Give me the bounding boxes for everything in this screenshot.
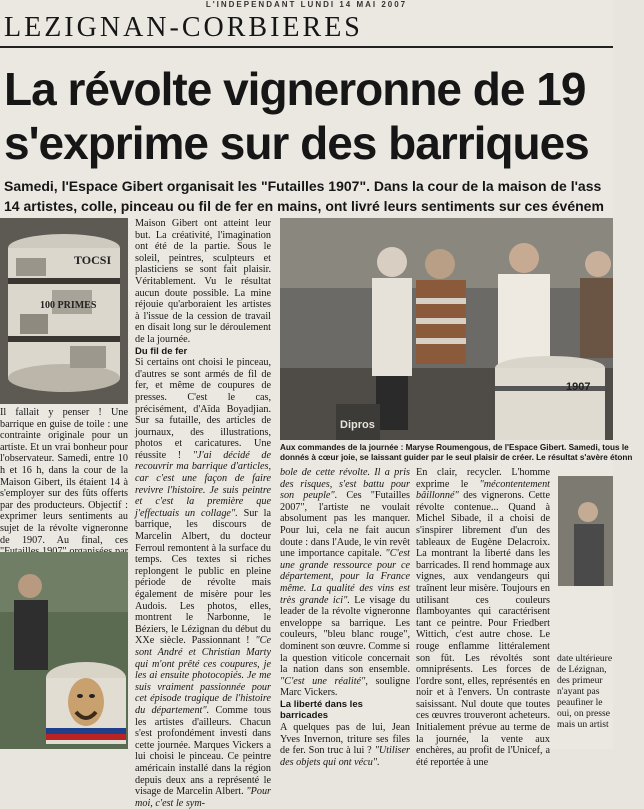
- right-small-photo: [558, 476, 613, 586]
- column-2: [135, 218, 271, 809]
- subhead-fil-de-fer: Du fil de fer: [135, 345, 188, 357]
- box-label: Dipros: [340, 419, 375, 431]
- main-group-photo: [280, 218, 613, 440]
- column-1-text: Il fallait y penser ! Une barrique en guise de toile : une contrainte originale pour un artiste. Et un vrai bonheur pour l'observateur. Samedi, entre 10 h et 16 h, dans la cour de la Maison Gibert, ils étaient 14 à s'employer sur des fûts offerts par des producteurs. Objectif : exprimer leurs sentiments au sujet de la révolte vigneronne de 1907. Au final, ces: [0, 407, 128, 546]
- deck-line-1: Samedi, l'Espace Gibert organisait les "Futailles 1907". Dans la cour de la maison de l'ass: [4, 178, 602, 194]
- masthead: L'INDEPENDANT LUNDI 14 MAI 2007: [205, 0, 408, 9]
- column-2-intro: Maison Gibert ont atteint leur but. La créativité, l'imagination ont été de la partie. Sous le soleil, peintres, sculpteurs et plasticiens se sont fait plaisir. Véritablement. Vu le résultat aucun doute possible. La mine réjouie qu'arboraient les artistes à l'issue de la cession de travail en disait long sur le déroulement de la journée.: [135, 218, 271, 345]
- caption-line-2: donnés à cœur joie, se laissant guider par le seul plaisir de créer. Le résultat s'avère étonn: [280, 453, 633, 462]
- column-3-end: A quelques pas de lui, Jean Yves Invernon, triture ses files de fer. Son truc à lui ? "Utiliser des objets qui ont vécu".: [280, 722, 410, 768]
- column-5: [557, 653, 613, 730]
- barrel-collage-photo: [0, 218, 128, 404]
- barrel-label-primes: 100 PRIMES: [40, 300, 97, 311]
- barrel-label-1907: 1907: [566, 381, 591, 393]
- column-4-body: En clair, recycler. L'homme exprime le "mécontentement bâillonné" des vignerons. Cette révolte contenue... Quand à Michel Sibade, il a choisi de s'inspirer librement d'un des tableaux de Eugène Delacroix. La montrant la liberté dans les barricades. Il rend hommage aux vignes, aux vendangeurs qui traînent leur misère. Toujours en utilisant ces couleurs flamboyantes qui caractérisent tant ce peintre. Pour Friedbert Wittich, c'est autre chose. Le rouge enflamme littéralement son fût. Les révoltés sont omniprésents. Les forces de l'ordre sont, elles, représentés en noir et à l'envers. Un contraste saisissant. Nul doute que toutes ces œuvres trouveront acheteurs. Initialement prévue au terme de la journée, la vente aux enchères, au profit de l'Unicef, a été reportée à une: [416, 467, 550, 768]
- section-title: LEZIGNAN-CORBIERES: [4, 12, 363, 43]
- column-5-text: date ultérieure de Lézignan, des primeur n'ayant pas peaufiner le oui, on presse mais un artist: [557, 653, 613, 730]
- subhead-liberte: La liberté dans les barricades: [280, 698, 363, 722]
- photo-caption: [280, 443, 633, 463]
- column-4: [416, 467, 550, 768]
- artist-portrait-barrel-photo: [0, 552, 128, 749]
- deck-line-2: 14 artistes, colle, pinceau ou fil de fer en mains, ont livré leurs sentiments sur ces événem: [4, 198, 604, 214]
- column-3: [280, 467, 410, 768]
- deck: [4, 176, 644, 216]
- headline: [4, 62, 644, 170]
- column-2-body: Si certains ont choisi le pinceau, d'autres se sont armés de fil de fer, et même de coupures de presses. C'est le cas, précisément, d'Aïda Boyadjian. Sur sa futaille, des articles de journaux, des illustrations, photos et caricatures. Une réussite ! "J'ai décidé de recouvrir ma barrique d'articles, car c'est une façon de faire revivre l'histoire. Je suis peintre et c'est la première que j'effectuais un collage". Sur la barrique, les discours de Marcelin Albert, du docteur Ferroul remontent à la surface du temps. Ces textes si riches replongent le public en pleine période de révolte mais également de misère pour les Audois. Les photos, elles, montrent le Narbonne, le Béziers, le Lézignan du début du XXe siècle. Passionnant ! "Ce sont André et Christian Marty qui m'ont prêté ces coupures, je les ai ensuite photocopiés. Je me suis vraiment passionnée pour cet épisode tragique de l'histoire du département". Comme tous les artistes d'ailleurs. Chacun s'est profondément investi dans cette journée. Marques Vickers a lui choisi le pinceau. Ce peintre américain installé dans la région depuis deux ans a représenté le visage de Marcelin Albert. "Pour moi, c'est le sym-: [135, 357, 272, 809]
- column-1: [0, 407, 128, 569]
- headline-line-2: s'exprime sur des barriques: [4, 117, 589, 169]
- column-3-body: bole de cette révolte. Il a pris des risques, s'est battu pour son peuple". Ces "Futailles 2007", l'artiste ne voulait absolument pas les manquer. Pour lui, cela ne fait aucun doute : dans l'Aude, le vin revêt une importance capitale. "C'est une grande ressource pour ce département, pour la France même. La qualité des vins est très grande ici". Le visage du leader de la révolte vigneronne enveloppe sa barrique. Les couleurs, "bleu blanc rouge", dominent son œuvre. Comme si la question viticole concernait la nation dans son ensemble. "C'est une réalité", souligne Marc Vickers.: [280, 467, 410, 699]
- headline-line-1: La révolte vigneronne de 19: [4, 63, 586, 115]
- caption-line-1: Aux commandes de la journée : Maryse Roumengous, de l'Espace Gibert. Samedi, tous le: [280, 443, 629, 452]
- section-rule: [0, 46, 613, 48]
- barrel-label-tocsin: TOCSI: [74, 253, 112, 267]
